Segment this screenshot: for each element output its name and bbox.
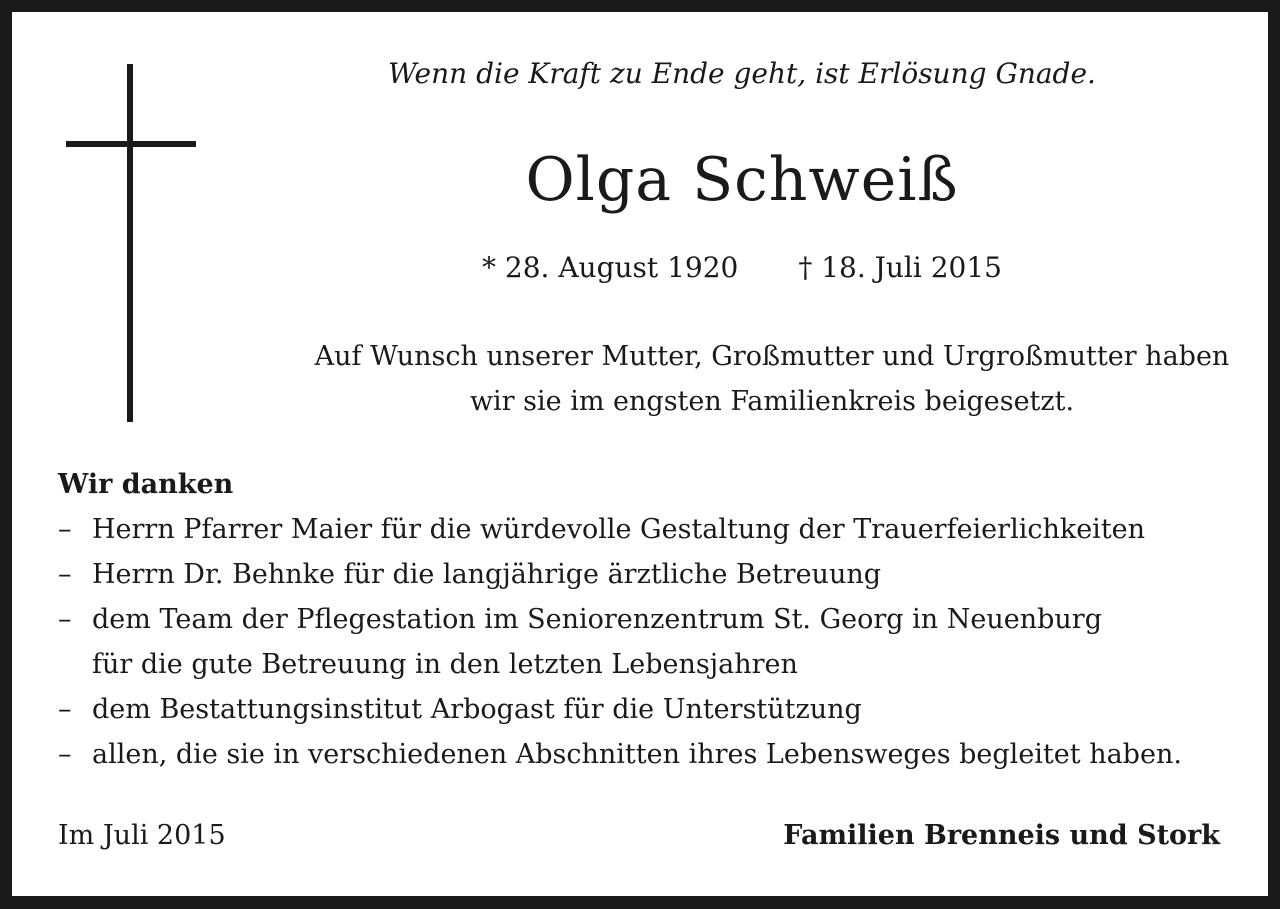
thanks-list xyxy=(58,507,1238,777)
motto: Wenn die Kraft zu Ende geht, ist Erlösung Gnade. xyxy=(388,57,1096,90)
dash-marker: – xyxy=(58,514,72,545)
statement-line: wir sie im engsten Familienkreis beigesetzt. xyxy=(469,386,1075,417)
cross-horizontal-bar xyxy=(66,141,196,147)
thanks-section xyxy=(58,462,1238,777)
thanks-item xyxy=(58,552,1238,597)
thanks-item xyxy=(58,687,1238,732)
thanks-item-text: Herrn Dr. Behnke für die langjährige ärztliche Betreuung xyxy=(92,559,882,590)
cross-vertical-bar xyxy=(127,64,133,422)
thanks-item-text: Herrn Pfarrer Maier für die würdevolle Gestaltung der Trauerfeierlichkeiten xyxy=(92,514,1146,545)
thanks-item-text: dem Team der Pflegestation im Seniorenzentrum St. Georg in Neuenburg xyxy=(92,604,1102,635)
deceased-name: Olga Schweiß xyxy=(525,145,959,215)
thanks-title: Wir danken xyxy=(58,469,234,500)
dash-marker: – xyxy=(58,604,72,635)
obituary-notice xyxy=(12,12,1268,896)
birth-date: * 28. August 1920 xyxy=(482,251,739,284)
statement-line: Auf Wunsch unserer Mutter, Großmutter und Urgroßmutter haben xyxy=(314,341,1230,372)
thanks-item-text: dem Bestattungsinstitut Arbogast für die Unterstützung xyxy=(92,694,862,725)
thanks-item xyxy=(58,597,1238,687)
footer-signature: Familien Brenneis und Stork xyxy=(783,820,1220,851)
thanks-item xyxy=(58,507,1238,552)
dash-marker: – xyxy=(58,739,72,770)
footer-date: Im Juli 2015 xyxy=(58,820,226,851)
dash-marker: – xyxy=(58,694,72,725)
death-date: † 18. Juli 2015 xyxy=(798,251,1002,284)
life-dates xyxy=(272,248,1212,288)
thanks-item-text: allen, die sie in verschiedenen Abschnitten ihres Lebensweges begleitet haben. xyxy=(92,739,1182,770)
thanks-item-text-continued: für die gute Betreuung in den letzten Lebensjahren xyxy=(92,649,798,680)
burial-statement xyxy=(302,334,1242,424)
thanks-item xyxy=(58,732,1238,777)
dash-marker: – xyxy=(58,559,72,590)
